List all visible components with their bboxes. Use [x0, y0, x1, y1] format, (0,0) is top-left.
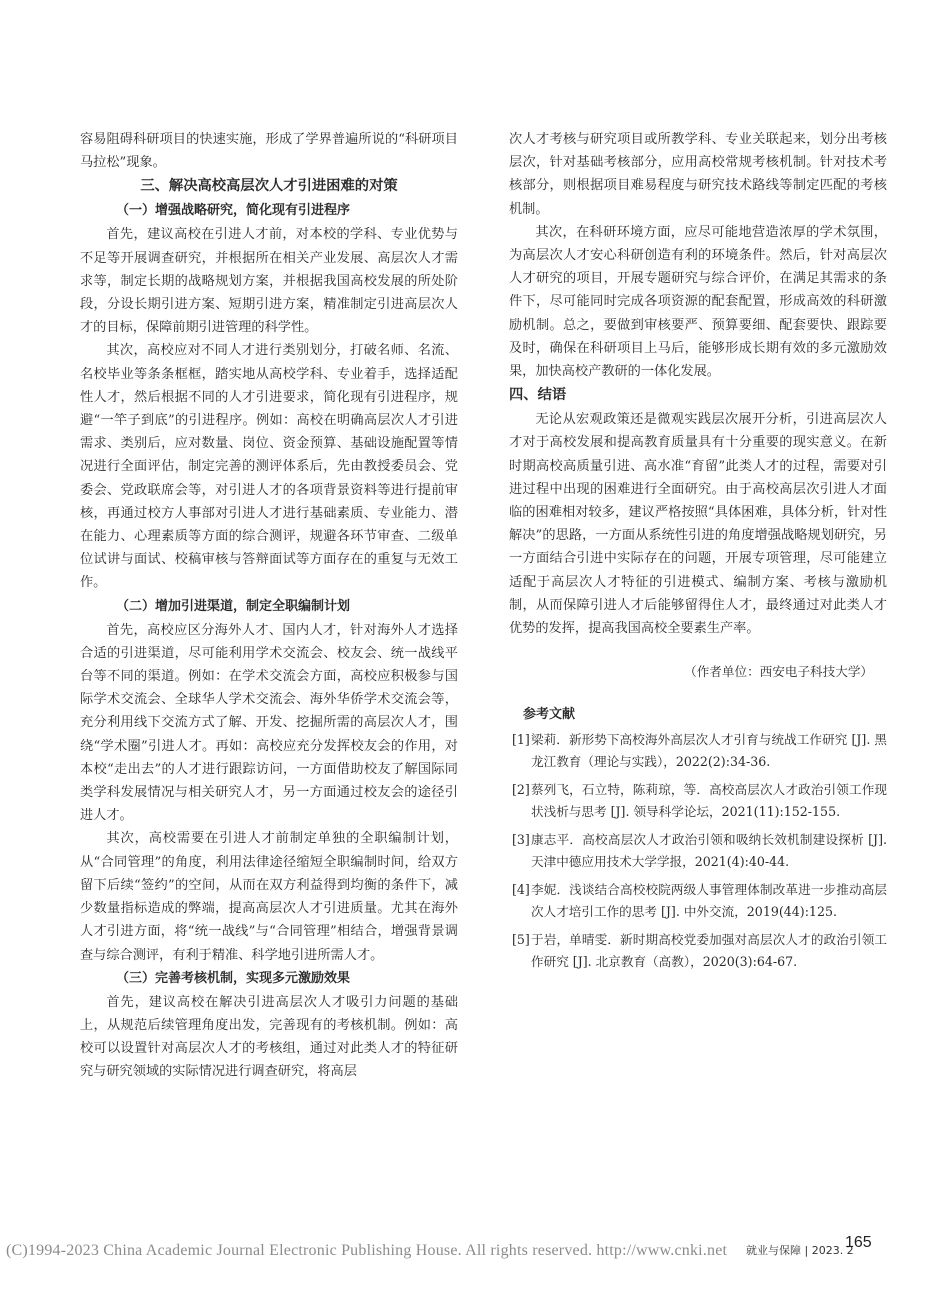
paragraph: 其次，在科研环境方面，应尽可能地营造浓厚的学术氛围，为高层次人才安心科研创造有利的环境条件。然后，针对高层次人才研究的项目，开展专题研究与综合评价，在满足其需求的条件下，尽可能同时完成各项资源的配套配置，形成高效的科研激励机制。总之，要做到审核要严、预算要细、配套要快、跟踪要及时，确保在科研项目上马后，能够形成长期有效的多元激励效果，加快高校产教研的一体化发展。: [509, 224, 887, 380]
page-footer: [0, 1234, 950, 1264]
reference-number: [2]: [512, 782, 530, 798]
right-column: [509, 128, 887, 979]
paragraph: 其次，高校需要在引进人才前制定单独的全职编制计划，从“合同管理”的角度，利用法律途径缩短全职编制时间，给双方留下后续“签约”的空间，从而在双方利益得到均衡的条件下，减少数量指标造成的弊端，提高高层次人才引进质量。尤其在海外人才引进方面，将“统一战线”与“合同管理”相结合，增强背景调查与综合测评，有利于精准、科学地引进所需人才。: [80, 831, 458, 963]
reference-text: 于岩，单晴雯．新时期高校党委加强对高层次人才的政治引领工作研究 [J]. 北京教育（高教），2020(3):64-67.: [531, 932, 887, 970]
journal-name: 就业与保障 | 2023. 2: [746, 1244, 854, 1257]
reference-number: [3]: [512, 832, 530, 848]
reference-item: [497, 729, 887, 773]
reference-text: 梁莉．新形势下高校海外高层次人才引育与统战工作研究 [J]. 黑龙江教育（理论与实践），2022(2):34-36.: [531, 732, 887, 770]
page-number: 165: [845, 1234, 872, 1251]
left-column: [80, 128, 458, 1084]
reference-list: [509, 729, 887, 973]
paragraph: 首先，建议高校在引进人才前，对本校的学科、专业优势与不足等开展调查研究，并根据所在相关产业发展、高层次人才需求等，制定长期的战略规划方案，并根据我国高校发展的所处阶段，分设长期引进方案、短期引进方案，精准制定引进高层次人才的目标，保障前期引进管理的科学性。: [80, 227, 458, 336]
reference-text: 蔡列飞，石立特，陈莉琼，等．高校高层次人才政治引领工作现状浅析与思考 [J]. 领导科学论坛，2021(11):152-155.: [531, 782, 887, 820]
paragraph: 首先，建议高校在解决引进高层次人才吸引力问题的基础上，从规范后续管理角度出发，完善现有的考核机制。例如：高校可以设置针对高层次人才的考核组，通过对此类人才的特征研究与研究领域的实际情况进行调查研究，将高层: [80, 994, 458, 1080]
reference-item: [497, 829, 887, 873]
paragraph: 其次，高校应对不同人才进行类别划分，打破名师、名流、名校毕业等条条框框，踏实地从高校学科、专业着手，选择适配性人才，然后根据不同的人才引进要求，简化现有引进程序，规避“一竿子到底”的引进程序。例如：高校在明确高层次人才引进需求、类别后，应对数量、岗位、资金预算、基础设施配置等情况进行全面评估，制定完善的测评体系后，先由教授委员会、党委会、党政联席会等，对引进人才的各项背景资料等进行提前审核，再通过校方人事部对引进人才进行基础素质、专业能力、潜在能力、心理素质等方面的综合测评，规避各环节审查、二级单位试讲与面试、校稿审核与答辩面试等方面存在的重复与无效工作。: [80, 343, 458, 591]
paragraph: 容易阻碍科研项目的快速实施，形成了学界普遍所说的“科研项目马拉松”现象。: [80, 132, 458, 171]
subsection-heading: （一）增强战略研究，简化现有引进程序: [116, 203, 351, 219]
subsection-heading: （三）完善考核机制，实现多元激励效果: [116, 970, 351, 986]
reference-item: [497, 879, 887, 923]
author-affiliation: （作者单位：西安电子科技大学）: [684, 664, 873, 680]
subsection-heading: （二）增加引进渠道，制定全职编制计划: [116, 598, 351, 614]
paragraph: 首先，高校应区分海外人才、国内人才，针对海外人才选择合适的引进渠道，尽可能利用学术交流会、校友会、统一战线平台等不同的渠道。例如：在学术交流会方面，高校应积极参与国际学术交流会、全球华人学术交流会、海外华侨学术交流会等，充分利用线下交流方式了解、开发、挖掘所需的高层次人才，围绕“学术圈”引进人才。再如：高校应充分发挥校友会的作用，对本校“走出去”的人才进行跟踪访问，一方面借助校友了解国际同类学科发展情况与相关研究人才，另一方面通过校友会的途径引进人才。: [80, 622, 458, 824]
reference-number: [4]: [512, 882, 530, 898]
reference-item: [497, 779, 887, 823]
reference-number: [1]: [512, 732, 530, 748]
reference-text: 康志平．高校高层次人才政治引领和吸纳长效机制建设探析 [J]. 天津中德应用技术大学学报，2021(4):40-44.: [531, 832, 887, 870]
reference-text: 李妮．浅谈结合高校校院两级人事管理体制改革进一步推动高层次人才培引工作的思考 [J]. 中外交流，2019(44):125.: [531, 882, 887, 920]
paragraph: 次人才考核与研究项目或所教学科、专业关联起来，划分出考核层次，针对基础考核部分，应用高校常规考核机制。针对技术考核部分，则根据项目难易程度与研究技术路线等制定匹配的考核机制。: [509, 132, 887, 217]
copyright-watermark: (C)1994-2023 China Academic Journal Electronic Publishing House. All rights reserved. http://www.cnki.net: [6, 1242, 728, 1259]
section-heading: 三、解决高校高层次人才引进困难的对策: [140, 178, 398, 195]
reference-item: [497, 929, 887, 973]
reference-number: [5]: [512, 932, 530, 948]
references-title: 参考文献: [523, 707, 576, 723]
section-heading: 四、结语: [509, 387, 567, 404]
paragraph: 无论从宏观政策还是微观实践层次展开分析，引进高层次人才对于高校发展和提高教育质量具有十分重要的现实意义。在新时期高校高质量引进、高水准“育留”此类人才的过程，需要对引进过程中出现的困难进行全面研究。由于高校高层次引进人才面临的困难相对较多，建议严格按照“具体困难，具体分析，针对性解决”的思路，一方面从系统性引进的角度增强战略规划研究，另一方面结合引进中实际存在的问题，开展专项管理，尽可能建立适配于高层次人才特征的引进模式、编制方案、考核与激励机制，从而保障引进人才后能够留得住人才，最终通过对此类人才优势的发挥，提高我国高校全要素生产率。: [509, 412, 887, 637]
